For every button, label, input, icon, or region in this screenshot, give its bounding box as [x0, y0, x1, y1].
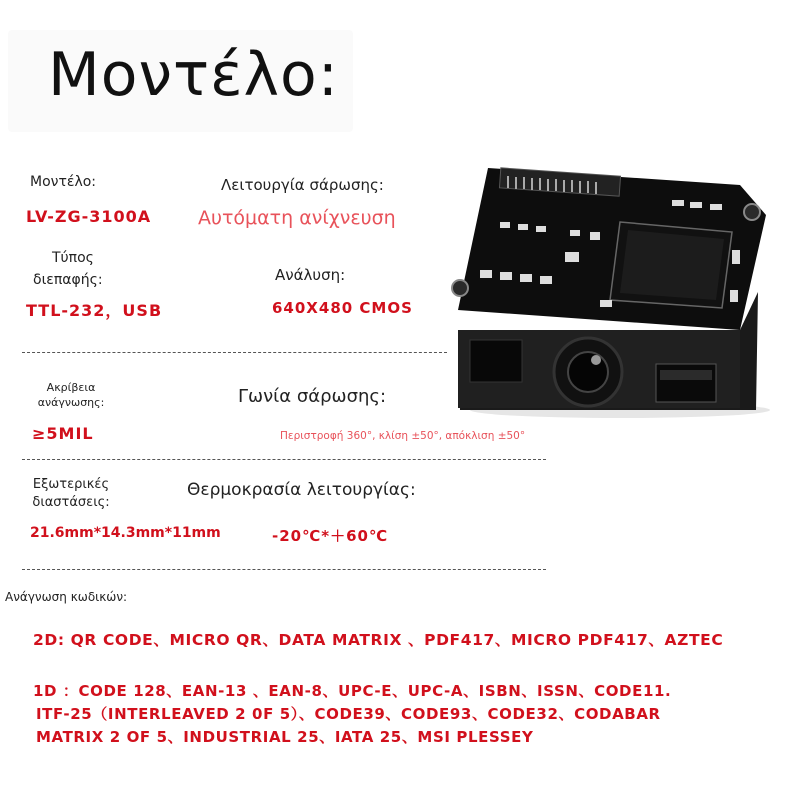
page-title: Μοντέλο:: [48, 40, 339, 110]
illumination-window-right: [656, 364, 716, 402]
codes-label: Ανάγνωση κωδικών:: [5, 590, 128, 604]
camera-lens: [568, 352, 608, 392]
separator-1: [22, 352, 447, 353]
scan-angle-value: Περιστροφή 360°, κλίση ±50°, απόκλιση ±50°: [280, 430, 526, 442]
model-value: LV-ZG-3100A: [26, 207, 152, 226]
barcode-scanner-module-image: [440, 160, 780, 420]
separator-2: [22, 459, 546, 460]
chip-core: [620, 230, 724, 300]
codes-2d-line: 2D: QR CODE、MICRO QR、DATA MATRIX 、PDF417、MICRO PDF417、AZTEC: [33, 631, 724, 649]
dimensions-label: [25, 476, 117, 512]
window-reflection: [660, 370, 712, 380]
dimensions-label-line1: Εξωτερικές: [32, 477, 110, 492]
resolution-value: 640X480 CMOS: [272, 299, 413, 317]
accuracy-label-line1: Ακρίβεια: [46, 381, 96, 394]
lens-reflection: [591, 355, 601, 365]
interface-value: TTL-232，USB: [26, 301, 163, 320]
dimensions-label-line2: διαστάσεις:: [32, 495, 110, 510]
dimensions-value: 21.6mm*14.3mm*11mm: [30, 525, 221, 541]
screw-left: [452, 280, 468, 296]
scan-angle-label: Γωνία σάρωσης:: [238, 386, 387, 407]
codes-1d-line-3: MATRIX 2 OF 5、INDUSTRIAL 25、IATA 25、MSI PLESSEY: [36, 728, 534, 746]
temperature-label: Θερμοκρασία λειτουργίας:: [187, 480, 416, 500]
interface-label-line2: διεπαφής:: [33, 272, 103, 288]
scan-mode-value: Αυτόματη ανίχνευση: [198, 207, 396, 229]
accuracy-value: ≥5MIL: [32, 424, 94, 443]
codes-1d-line-1: 1D ：CODE 128、EAN-13 、EAN-8、UPC-E、UPC-A、ISBN、ISSN、CODE11.: [33, 682, 672, 700]
model-label: Μοντέλο:: [30, 174, 97, 190]
temperature-value: -20℃*＋60℃: [272, 527, 389, 545]
accuracy-label: [30, 380, 112, 410]
resolution-label: Ανάλυση:: [275, 266, 346, 284]
screw-top-right: [744, 204, 760, 220]
interface-label-line1: Τύπος: [52, 250, 94, 266]
accuracy-label-line2: ανάγνωσης:: [37, 396, 105, 409]
separator-3: [22, 569, 546, 570]
illumination-window-left: [470, 340, 522, 382]
codes-1d-line-2: ITF-25（INTERLEAVED 2 0F 5）、CODE39、CODE93、CODE32、CODABAR: [36, 705, 661, 723]
scan-mode-label: Λειτουργία σάρωσης:: [221, 176, 384, 194]
